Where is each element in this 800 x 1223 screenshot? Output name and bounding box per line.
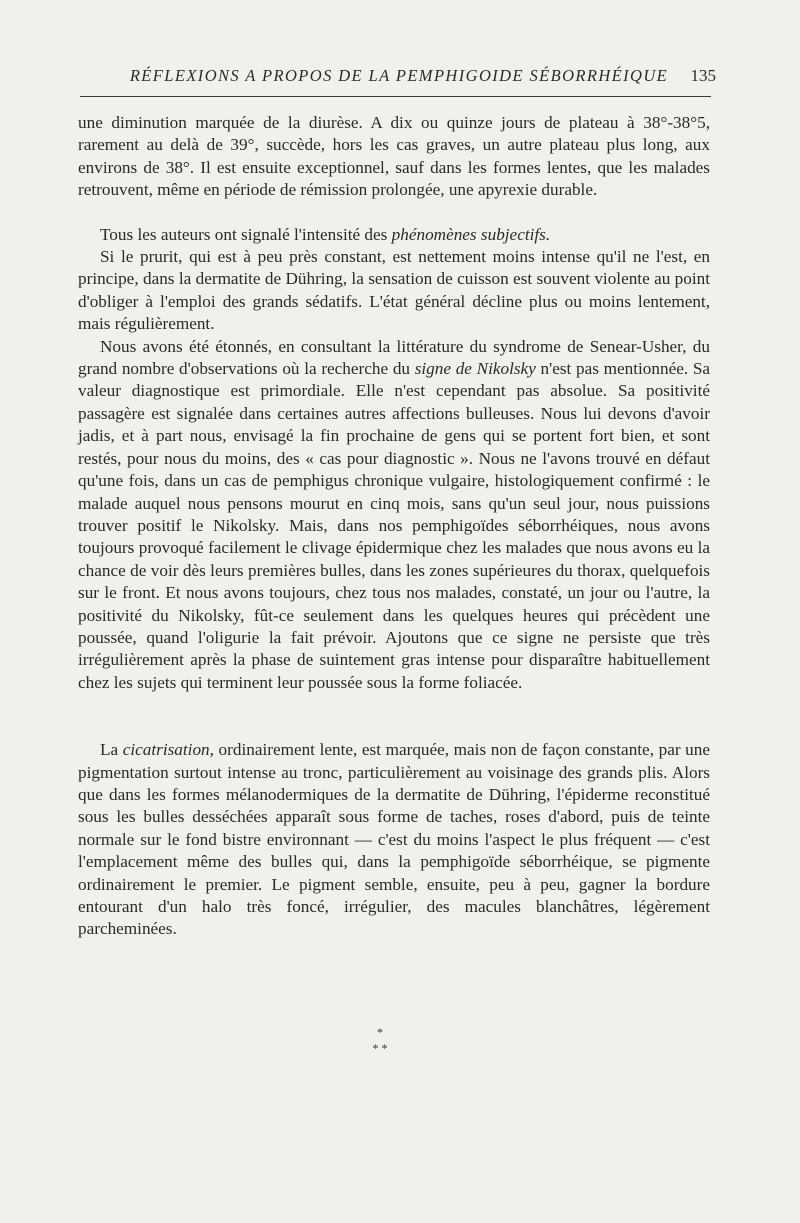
italic-run: cicatrisation, <box>122 740 214 760</box>
page-number: 135 <box>690 66 716 85</box>
section-break-asterism <box>360 1024 400 1056</box>
paragraph <box>78 112 710 202</box>
paragraph <box>78 224 710 246</box>
italic-run: phénomènes subjectifs. <box>391 224 551 244</box>
body-text <box>78 112 710 941</box>
italic-run: signe de Nikolsky <box>414 359 536 379</box>
asterism-top: * <box>377 1025 383 1039</box>
text-run: Si le prurit, qui est à peu près constant, est nettement moins intense qu'il ne l'est, en principe, dans la dermatite de Dühring, la sensation de cuisson est souvent violente au point d'obliger à l'emploi des grands sédatifs. L'état général décline plus ou moins lentement, mais régulièrement. <box>78 247 710 334</box>
text-run: ordinairement lente, est marquée, mais non de façon constante, par une pigmentation surtout intense au tronc, particulièrement au voisinage des grands plis. Alors que dans les formes mélanodermiques de la dermatite de Dühring, l'épiderme reconstitué sous les bulles desséchées apparaît sous forme de taches, roses d'abord, puis de teinte normale sur le fond bistre environnant — c'est du moins l'aspect le plus fréquent — c'est l'emplacement même des bulles qui, dans la pemphigoïde séborrhéique, se pigmente ordinairement le premier. Le pigment semble, ensuite, peu à peu, gagner la bordure entourant d'un halo très foncé, irrégulier, des macules blanchâtres, légèrement parcheminées. <box>78 740 710 939</box>
running-title: RÉFLEXIONS A PROPOS DE LA PEMPHIGOIDE SÉBORRHÉIQUE <box>129 66 669 85</box>
text-run: Tous les auteurs ont signalé l'intensité des <box>100 224 392 244</box>
text-run: n'est pas mentionnée. Sa valeur diagnostique est primordiale. Elle n'est cependant pas absolue. Sa positivité passagère est signalée dans certaines autres affections bulleuses. Nous lui devons d'avoir jadis, et à part nous, envisagé la fin prochaine de gens qui se portent fort bien, et sont restés, pour nous du moins, des « cas pour diagnostic ». Nous ne l'avons trouvé en défaut qu'une fois, dans un cas de pemphigus chronique vulgaire, histologiquement confirmé : le malade auquel nous pensons mourut en cinq mois, sans qu'un seul jour, nous puissions trouver positif le Nikolsky. Mais, dans nos pemphigoïdes séborrhéiques, nous avons toujours provoqué facilement le clivage épidermique chez les malades que nous avons eu la chance de voir dès leurs premières bulles, dans les zones supérieures du thorax, quelquefois sur le front. Et nous avons toujours, chez tous nos malades, constaté, un jour ou l'autre, la positivité du Nikolsky, fût-ce seulement dans les quelques heures qui précèdent une poussée, quand l'oligurie la fait prévoir. Ajoutons que ce signe ne persiste que très irrégulièrement après la phase de suintement gras intense pour disparaître habituellement chez les sujets qui terminent leur poussée sous la forme foliacée. <box>78 359 711 692</box>
header-rule <box>80 96 711 97</box>
text-run: Nous avons été étonnés, en consultant la littérature du syndrome de Senear-Usher, du grand nombre d'observations où la recherche du <box>78 336 710 379</box>
text-run: une diminution marquée de la diurèse. A dix ou quinze jours de plateau à 38°-38°5, rarement au delà de 39°, succède, hors les cas graves, un autre plateau plus long, aux environs de 38°. Il est ensuite exceptionnel, sauf dans les formes lentes, que les malades retrouvent, même en période de rémission prolongée, une apyrexie durable. <box>78 113 710 200</box>
asterism-bottom: * * <box>372 1041 388 1055</box>
text-run: La <box>100 740 123 760</box>
paragraph <box>78 246 710 336</box>
paragraph <box>78 336 710 695</box>
paragraph <box>78 739 710 941</box>
